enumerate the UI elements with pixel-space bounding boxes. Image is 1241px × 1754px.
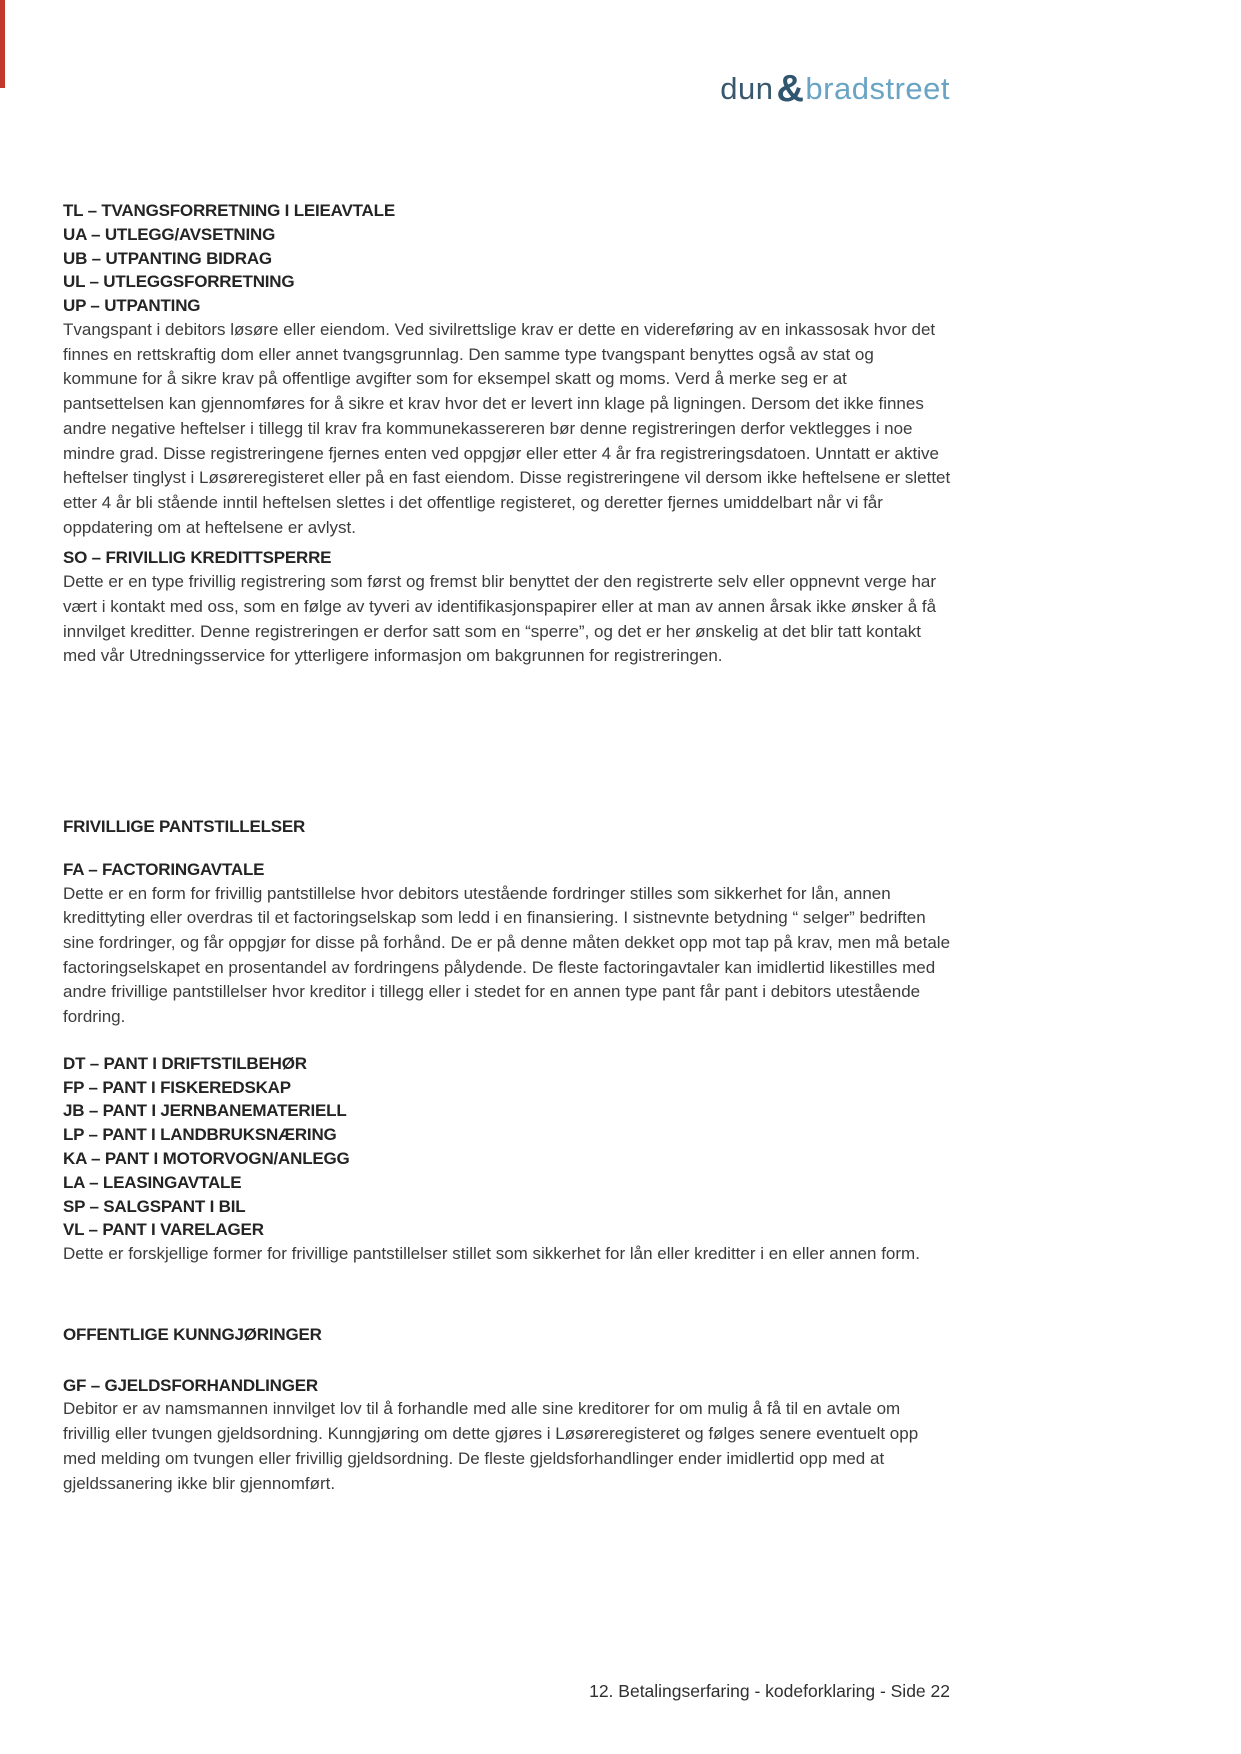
code-heading-ub: UB – UTPANTING BIDRAG [63, 248, 272, 268]
code-heading-fa: FA – FACTORINGAVTALE [63, 859, 265, 879]
code-heading-fp: FP – PANT I FISKEREDSKAP [63, 1077, 291, 1097]
code-heading-so: SO – FRIVILLIG KREDITTSPERRE [63, 548, 332, 568]
logo-text-dun: dun [720, 71, 774, 106]
code-heading-tl: TL – TVANGSFORRETNING I LEIEAVTALE [63, 201, 395, 220]
tvang-paragraph: Tvangspant i debitors løsøre eller eiendom. Ved sivilrettslige krav er dette en videreføring av en inkassosak hvor det finnes en rettskraftig dom eller annet tvangsgrunnlag. Den samme type tvangspant benyttes også av stat og kommune for å sikre krav på offentlige avgifter som for eksempel skatt og moms. Verd å merke seg er at pantsettelsen kan gjennomføres for å sikre et krav hvor det er levert inn klage på ligningen. Dersom det ikke finnes andre negative heftelser i tillegg til krav fra kommunekassereren bør denne registreringen derfor vektlegges i noe mindre grad. Disse registreringene fjernes enten ved oppgjør eller etter 4 år fra registreringsdatoen. Unntatt er aktive heftelser tinglyst i Løsøreregisteret eller på en fast eiendom. Disse registreringene vil dersom ikke heftelsene er slettet etter 4 år bli stående inntil heftelsen slettes i det offentlige registeret, og deretter fjernes umiddelbart når vi får oppdatering om at heftelsene er avlyst. [63, 319, 951, 537]
code-heading-up: UP – UTPANTING [63, 296, 201, 316]
code-heading-lp: LP – PANT I LANDBRUKSNÆRING [63, 1125, 337, 1145]
document-content [63, 199, 952, 1496]
page-footer: 12. Betalingserfaring - kodeforklaring - Side 22 [589, 1681, 950, 1701]
code-heading-dt: DT – PANT I DRIFTSTILBEHØR [63, 1053, 307, 1073]
pant-code-list [63, 1052, 952, 1242]
code-heading-vl: VL – PANT I VARELAGER [63, 1220, 264, 1240]
code-heading-la: LA – LEASINGAVTALE [63, 1172, 242, 1192]
code-heading-gf: GF – GJELDSFORHANDLINGER [63, 1375, 318, 1395]
pant-codes-paragraph: Dette er forskjellige former for frivillige pantstillelser stillet som sikkerhet for lån eller kreditter i en eller annen form. [63, 1244, 920, 1264]
code-heading-ul: UL – UTLEGGSFORRETNING [63, 272, 295, 292]
code-heading-ua: UA – UTLEGG/AVSETNING [63, 224, 276, 244]
section-title-offentlige-kunngjoringer: OFFENTLIGE KUNNGJØRINGER [63, 1324, 322, 1344]
dun-bradstreet-logo [720, 68, 950, 111]
gf-paragraph: Debitor er av namsmannen innvilget lov til å forhandle med alle sine kreditorer for om mulig å få til en avtale om frivillig eller tvungen gjeldsordning. Kunngjøring om dette gjøres i Løsøreregisteret og følges senere eventuelt opp med melding om tvungen eller frivillig gjeldsordning. De fleste gjeldsforhandlinger ender imidlertid opp med at gjeldssanering ikke blir gjennomført. [63, 1399, 919, 1493]
logo-text-bradstreet: bradstreet [805, 71, 950, 106]
logo-ampersand-icon: & [776, 68, 805, 110]
code-heading-jb: JB – PANT I JERNBANEMATERIELL [63, 1101, 347, 1121]
code-heading-sp: SP – SALGSPANT I BIL [63, 1196, 246, 1216]
code-heading-ka: KA – PANT I MOTORVOGN/ANLEGG [63, 1148, 350, 1168]
fa-paragraph: Dette er en form for frivillig pantstillelse hvor debitors utestående fordringer stilles som sikkerhet for lån, annen kredittyting eller overdras til et factoringselskap som ledd i en finansiering. I sistnevnte betydning “ selger” bedriften sine fordringer, og får oppgjør for disse på forhånd. De er på denne måten dekket opp mot tap på krav, men må betale factoringselskapet en prosentandel av fordringens pålydende. De fleste factoringavtaler kan imidlertid likestilles med andre frivillige pantstillelser hvor kreditor i tillegg eller i stedet for en annen type pant får pant i debitors utestående fordring. [63, 883, 951, 1027]
so-paragraph: Dette er en type frivillig registrering som først og fremst blir benyttet der den registrerte selv eller oppnevnt verge har vært i kontakt med oss, som en følge av tyveri av identifikasjonspapirer eller at man av annen årsak ikke ønsker å få innvilget kreditter. Denne registreringen er derfor satt som en “sperre”, og det er her ønskelig at det blir tatt kontakt med vår Utredningsservice for ytterligere informasjon om bakgrunnen for registreringen. [63, 572, 937, 666]
tvang-code-list [63, 199, 952, 318]
left-edge-mark [0, 0, 5, 88]
section-title-frivillige-pantstillelser: FRIVILLIGE PANTSTILLELSER [63, 816, 306, 836]
